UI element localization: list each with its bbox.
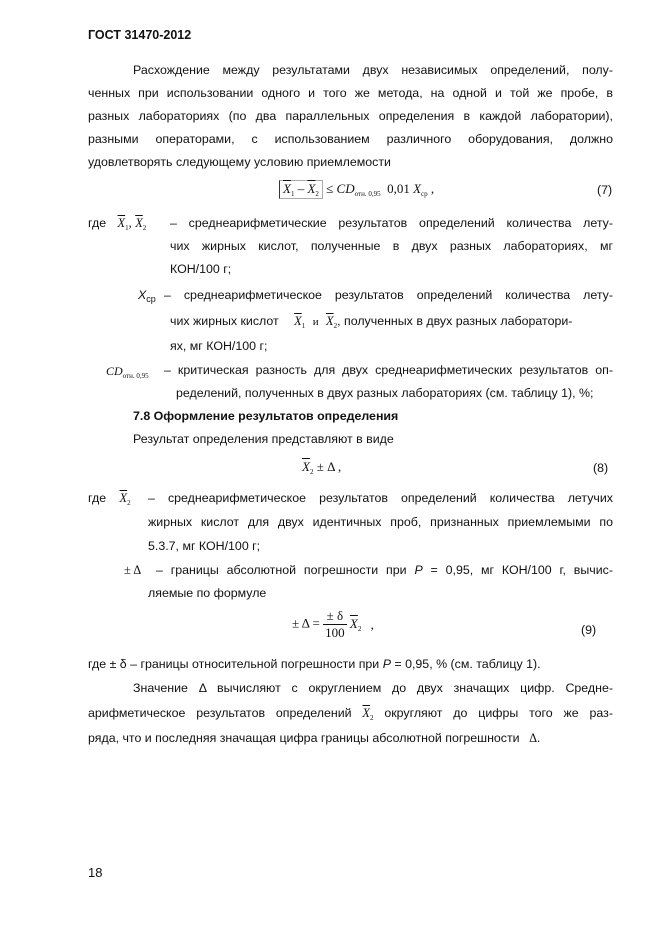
page-number: 18	[88, 865, 103, 880]
definition-line-with-symbols: чих жирных кислот $\overline{X}_1$ и $\overline{X}_2$, полученных в двух разных лаборатори-	[170, 314, 573, 330]
equation-number-9: (9)	[581, 623, 597, 637]
paragraph-rounding-line-2: арифметическое результатов определений $\overline{X}_2$ округляют до цифры того же раз-	[88, 706, 613, 722]
equation-9: ± Δ = $\frac{\pm \delta}{100}$ $\overline{X}_2$ ,	[292, 608, 374, 640]
definition-text: – среднеарифметическое результатов определений количества летучих	[148, 491, 613, 505]
equation-7: $\overline{X}_1 - \overline{X}_2 \le CD_{отн. 0,95}$ 0,01 $X_{ср}$ ,	[279, 180, 434, 199]
symbol-delta: ± Δ	[124, 563, 142, 577]
definition-text: жирных кислот для двух идентичных проб, признанных приемлемыми по	[148, 515, 613, 529]
paragraph-line: ченных при использовании одного и того же метода, на одной и той же пробе, в	[88, 86, 613, 100]
fraction: $\frac{\pm \delta}{100}$	[325, 608, 345, 640]
definition-text: 5.3.7, мг КОН/100 г;	[148, 539, 261, 553]
where-line-1: где $\overline{X}_1$, $\overline{X}_2$	[88, 216, 147, 232]
symbol-xcp: $X_{ср}$	[138, 288, 156, 304]
definition-text: – среднеарифметические результатов определений количества лету-	[170, 216, 613, 230]
definition-text: – критическая разность для двух среднеарифметических результатов оп-	[164, 363, 613, 377]
abs-difference: $\overline{X}_1 - \overline{X}_2$	[279, 180, 323, 199]
definition-text: КОН/100 г;	[170, 262, 232, 276]
paragraph-line: удовлетворять следующему условию приемлемости	[88, 155, 391, 169]
paragraph-line: Расхождение между результатами двух независимых определений, полу-	[133, 63, 613, 77]
definition-text: ределений, полученных в двух разных лабораториях (см. таблицу 1), %;	[176, 386, 594, 400]
where-line-4: где $\overline{X}_2$	[88, 491, 131, 507]
section-heading: 7.8 Оформление результатов определения	[133, 409, 399, 423]
definition-text: ях, мг КОН/100 г;	[170, 339, 268, 353]
equation-8: $\overline{X}_2 \pm \Delta$ ,	[302, 459, 342, 476]
definition-line-with-p: – границы абсолютной погрешности при P = 0,95, мг КОН/100 г, вычис-	[156, 563, 613, 577]
symbol-cd: $CD_{отн. 0,95}$	[106, 364, 149, 380]
paragraph-line: разными операторами, с использованием различного оборудования, должно	[88, 132, 613, 146]
paragraph-rounding-line-3: ряда, что и последняя значащая цифра границы абсолютной погрешности Δ.	[88, 731, 541, 745]
paragraph-result: Результат определения представляют в виде	[133, 432, 394, 446]
definition-text: чих жирных кислот, полученные в двух разных лабораториях, мг	[170, 239, 613, 253]
definition-text: ляемые по формуле	[148, 586, 267, 600]
where-line-6: где ± δ – границы относительной погрешности при P = 0,95, % (см. таблицу 1).	[88, 657, 541, 671]
document-header: ГОСТ 31470-2012	[88, 28, 192, 42]
equation-number-8: (8)	[593, 461, 609, 475]
equation-number-7: (7)	[597, 183, 613, 197]
definition-text: – среднеарифметическое результатов определений количества лету-	[164, 288, 613, 302]
paragraph-line: разных лабораториях (по два параллельных определения в каждой лаборатории),	[88, 109, 613, 123]
paragraph-rounding: Значение Δ вычисляют с округлением до двух значащих цифр. Средне-	[133, 681, 613, 695]
